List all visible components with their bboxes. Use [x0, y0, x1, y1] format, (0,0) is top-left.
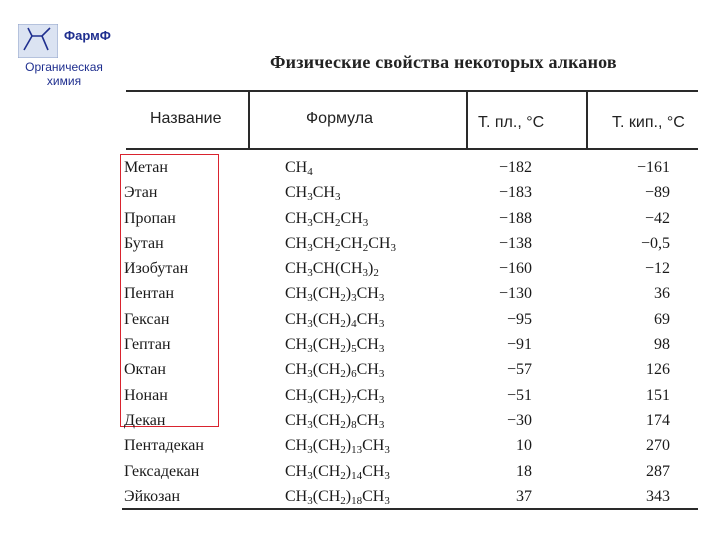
- alkane-formula: $CH_3(CH_2)_{18}CH_3$: [285, 487, 390, 507]
- melting-point: 37: [516, 487, 532, 505]
- header-divider-1: [248, 92, 250, 148]
- melting-point: −130: [498, 285, 532, 303]
- melting-point: −138: [498, 234, 532, 252]
- alkane-name: Эйкозан: [124, 487, 181, 505]
- table-row: [0, 181, 720, 206]
- boiling-point: 287: [646, 462, 670, 480]
- boiling-point: 343: [646, 487, 670, 505]
- alkane-name: Пентан: [124, 285, 175, 303]
- alkane-name: Гексан: [124, 310, 170, 328]
- melting-point: −160: [498, 260, 532, 278]
- melting-point: −182: [498, 159, 532, 176]
- table-row: [0, 257, 720, 282]
- pharmf-logo-icon: [18, 24, 58, 58]
- melting-point: 10: [516, 437, 532, 455]
- melting-point: −188: [498, 209, 532, 227]
- alkane-name: Октан: [124, 361, 166, 379]
- boiling-point: 36: [654, 285, 670, 303]
- boiling-point: 126: [646, 361, 670, 379]
- alkane-formula: $CH_3(CH_2)_7CH_3$: [285, 386, 385, 406]
- brand-label: ФармФ: [64, 28, 111, 43]
- boiling-point: 270: [646, 437, 670, 455]
- table-header-rule: [126, 148, 698, 150]
- table-row: [0, 232, 720, 257]
- table-row: [0, 460, 720, 485]
- alkane-name: Декан: [124, 411, 166, 429]
- alkane-formula: $CH_3CH_3$: [285, 184, 341, 204]
- header-divider-3: [586, 92, 588, 148]
- alkane-formula: $CH_3CH(CH_3)_2$: [285, 260, 379, 280]
- header-mp: Т. пл., °С: [478, 114, 545, 131]
- alkane-name: Пентадекан: [124, 437, 204, 455]
- table-top-rule: [126, 90, 698, 92]
- alkane-formula: $CH_3(CH_2)_3CH_3$: [285, 285, 385, 305]
- table-row: [0, 358, 720, 383]
- alkane-formula: $CH_3(CH_2)_8CH_3$: [285, 411, 385, 431]
- melting-point: −51: [506, 386, 532, 404]
- boiling-point: 174: [646, 411, 670, 429]
- boiling-point: −12: [644, 260, 670, 278]
- alkane-table-body: [0, 156, 720, 510]
- boiling-point: −42: [644, 209, 670, 227]
- header-bp: Т. кип., °С: [612, 114, 685, 131]
- alkane-formula: $CH_3(CH_2)_{13}CH_3$: [285, 437, 390, 457]
- header-divider-2: [466, 92, 468, 148]
- table-row: [0, 485, 720, 510]
- table-row: [0, 333, 720, 358]
- alkane-name: Метан: [124, 159, 168, 176]
- table-row: [0, 434, 720, 459]
- melting-point: −91: [506, 336, 532, 354]
- table-row: [0, 409, 720, 434]
- alkane-formula: $CH_3CH_2CH_2CH_3$: [285, 234, 396, 254]
- page-title: Физические свойства некоторых алканов: [270, 52, 617, 72]
- alkane-name: Бутан: [124, 234, 164, 252]
- alkane-name: Нонан: [124, 386, 168, 404]
- header-formula: Формула: [306, 110, 374, 127]
- table-row: [0, 282, 720, 307]
- melting-point: −57: [506, 361, 532, 379]
- alkane-formula: $CH_3(CH_2)_4CH_3$: [285, 310, 385, 330]
- boiling-point: −0,5: [640, 234, 670, 252]
- table-row: [0, 384, 720, 409]
- boiling-point: −89: [644, 184, 670, 202]
- alkane-name: Пропан: [124, 209, 176, 227]
- melting-point: 18: [516, 462, 532, 480]
- melting-point: −30: [506, 411, 532, 429]
- alkane-name: Этан: [124, 184, 158, 202]
- alkane-formula: $CH_3CH_2CH_3$: [285, 209, 369, 229]
- boiling-point: 151: [646, 386, 670, 404]
- table-row: [0, 156, 720, 181]
- subtitle: Органическая химия: [25, 60, 103, 88]
- alkane-name: Гексадекан: [124, 462, 200, 480]
- alkane-formula: $CH_4$: [285, 159, 313, 178]
- table-row: [0, 308, 720, 333]
- melting-point: −95: [506, 310, 532, 328]
- alkane-name: Гептан: [124, 336, 171, 354]
- boiling-point: −161: [636, 159, 670, 176]
- boiling-point: 98: [654, 336, 670, 354]
- alkane-name: Изобутан: [124, 260, 189, 278]
- boiling-point: 69: [654, 310, 670, 328]
- melting-point: −183: [498, 184, 532, 202]
- alkane-formula: $CH_3(CH_2)_{14}CH_3$: [285, 462, 390, 482]
- header-name: Название: [150, 110, 222, 127]
- alkane-formula: $CH_3(CH_2)_5CH_3$: [285, 336, 385, 356]
- alkane-formula: $CH_3(CH_2)_6CH_3$: [285, 361, 385, 381]
- table-row: [0, 207, 720, 232]
